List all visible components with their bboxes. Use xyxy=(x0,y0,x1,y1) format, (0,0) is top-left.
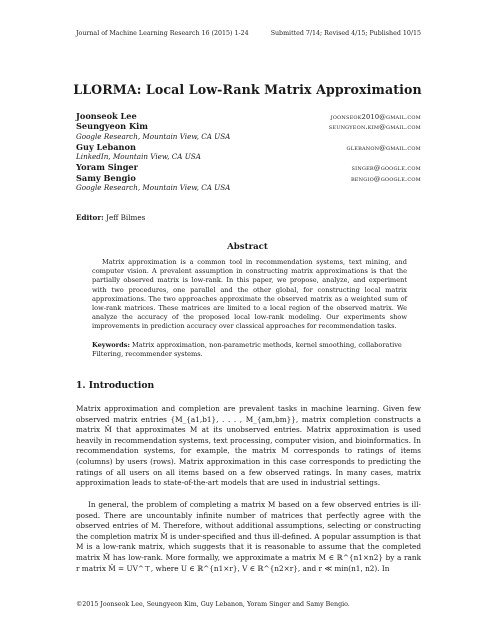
intro-paragraph-2: In general, the problem of completing a matrix M based on a few observed entries is ill-posed. There are uncountably infinite number of matrices that perfectly agree with the observed entries of M. Therefore, without additional assumptions, selecting or constructing the completion matrix M̂ is under-specified and thus ill-defined. A popular assumption is that M is a low-rank matrix, which suggests that it is reasonable to assume that the completed matrix M̂ has low-rank. More formally, we approximate a matrix M ∈ ℝ^{n1×n2} by a rank r matrix M̂ = UV^⊤, where U ∈ ℝ^{n1×r}, V ∈ ℝ^{n2×r}, and r ≪ min(n1, n2). In xyxy=(76,500,421,573)
author-affiliation: LinkedIn, Mountain View, CA USA xyxy=(76,152,201,162)
author-email[interactable]: bengio@google.com xyxy=(350,174,421,183)
editor-name: Jeff Bilmes xyxy=(106,213,146,222)
copyright-footer: ©2015 Joonseok Lee, Seungyeon Kim, Guy Lebanon, Yoram Singer and Samy Bengio. xyxy=(76,601,350,608)
abstract-heading: Abstract xyxy=(227,242,268,252)
section-heading: 1. Introduction xyxy=(76,380,155,391)
author-name: Joonseok Lee xyxy=(76,111,137,121)
author-name: Guy Lebanon xyxy=(76,141,136,152)
author-email[interactable]: joonseok2010@gmail.com xyxy=(330,113,421,121)
journal-citation: Journal of Machine Learning Research 16 (2015) 1-24 xyxy=(76,30,249,37)
author-row xyxy=(76,142,421,152)
author-email[interactable]: seungyeon.kim@gmail.com xyxy=(328,123,421,132)
author-name: Yoram Singer xyxy=(76,162,138,173)
keywords-line xyxy=(92,341,407,359)
author-block xyxy=(76,111,421,193)
keywords-label: Keywords: xyxy=(92,341,130,349)
author-affiliation: Google Research, Mountain View, CA USA xyxy=(76,183,231,193)
author-row xyxy=(76,162,421,172)
intro-paragraph-1: Matrix approximation and completion are prevalent tasks in machine learning. Given few observed matrix entries {M_{a1,b1}, . . . , M_{am,bm}}, matrix completion constructs a matrix M̂ that approximates M at its unobserved entries. Matrix approximation is used heavily in recommendation systems, text processing, computer vision, and bioinformatics. In recommendation systems, for example, the matrix M corresponds to ratings of items (columns) by users (rows). Matrix approximation in this case corresponds to predicting the ratings of all users on all items based on a few observed ratings. In many cases, matrix approximation leads to state-of-the-art models that are used in industrial settings. xyxy=(76,404,421,488)
author-email[interactable]: glebanon@gmail.com xyxy=(346,143,421,152)
editor-label: Editor: xyxy=(76,213,104,222)
author-row xyxy=(76,173,421,183)
submission-dates: Submitted 7/14; Revised 4/15; Published 10/15 xyxy=(270,30,421,37)
abstract-text: Matrix approximation is a common tool in recommendation systems, text mining, and computer vision. A prevalent assumption in constructing matrix approximations is that the partially observed matrix is low-rank. In this paper, we propose, analyze, and experiment with two procedures, one parallel and the other global, for constructing local matrix approximations. The two approaches approximate the observed matrix as a weighted sum of low-rank matrices. These matrices are limited to a local region of the observed matrix. We analyze the accuracy of the proposed local low-rank modeling. Our experiments show improvements in prediction accuracy over classical approaches for recommendation tasks. xyxy=(92,258,407,331)
author-row xyxy=(76,121,421,131)
author-name: Seungyeon Kim xyxy=(76,121,148,132)
paper-title: LLORMA: Local Low-Rank Matrix Approximation xyxy=(73,82,422,97)
author-affiliation: Google Research, Mountain View, CA USA xyxy=(76,131,231,141)
editor-line xyxy=(76,213,145,222)
keywords-text: Matrix approximation, non-parametric methods, kernel smoothing, collaborative Filtering, recommender systems. xyxy=(92,341,402,359)
author-name: Samy Bengio xyxy=(76,172,136,183)
running-header xyxy=(76,30,421,37)
author-email[interactable]: singer@google.com xyxy=(351,164,421,173)
author-row xyxy=(76,111,421,121)
